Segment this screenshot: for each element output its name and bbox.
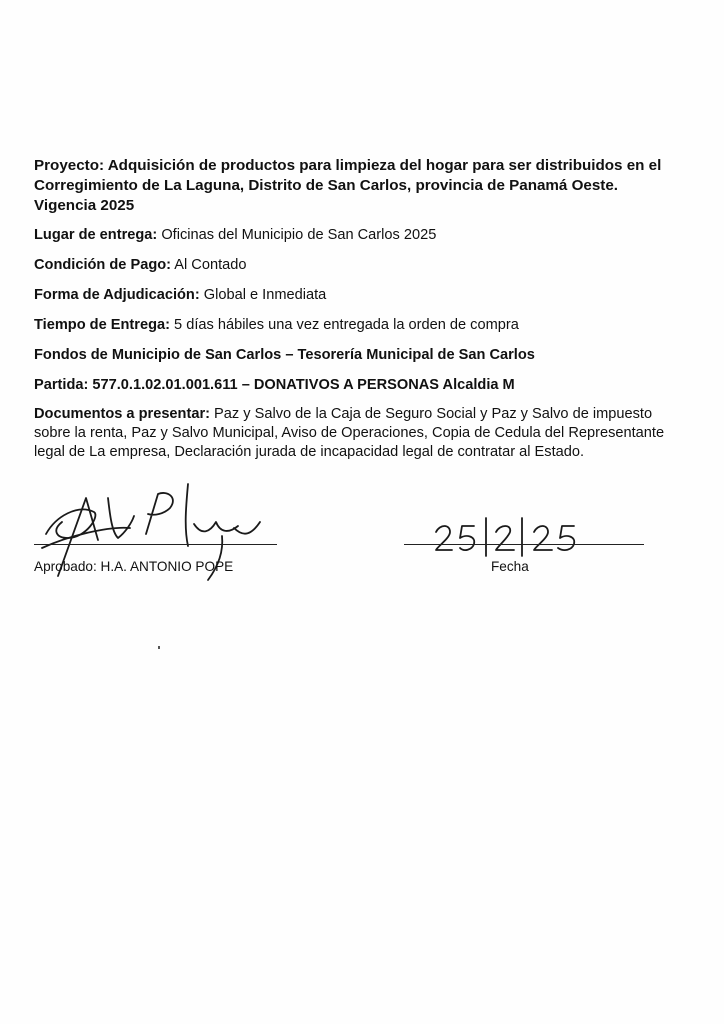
delivery-location-value: Oficinas del Municipio de San Carlos 2025	[161, 227, 437, 243]
award-form-label: Forma de Adjudicación:	[34, 287, 200, 303]
payment-condition-value: Al Contado	[174, 257, 247, 273]
payment-condition-label: Condición de Pago:	[34, 257, 172, 273]
delivery-location-label: Lugar de entrega:	[34, 227, 158, 243]
scan-speck	[158, 646, 160, 649]
required-documents	[34, 405, 684, 462]
signature-line	[34, 544, 277, 545]
delivery-location	[34, 225, 684, 245]
required-documents-value: Paz y Salvo de la Caja de Seguro Social y Paz y Salvo de impuesto sobre la renta, Paz y Salvo Municipal, Aviso de Operaciones, Copia de Cedula del Representante legal de La empresa, Declaración jurada de incapacidad legal de contratar al Estado.	[34, 406, 665, 460]
date-line	[404, 544, 644, 545]
date-caption: Fecha	[491, 559, 529, 574]
project-title: Proyecto: Adquisición de productos para limpieza del hogar para ser distribuidos en el Corregimiento de La Laguna, Distrito de San Carlos, provincia de Panamá Oeste. Vigencia 2025	[34, 157, 662, 214]
award-form-value: Global e Inmediata	[203, 287, 327, 303]
approved-by-caption: Aprobado: H.A. ANTONIO POPE	[34, 559, 234, 574]
payment-condition	[34, 255, 684, 275]
delivery-time-value: 5 días hábiles una vez entregada la orden de compra	[174, 317, 519, 333]
delivery-time-label: Tiempo de Entrega:	[34, 317, 170, 333]
award-form	[34, 285, 684, 305]
required-documents-label: Documentos a presentar:	[34, 406, 210, 422]
handwritten-date	[430, 514, 600, 558]
funds-source: Fondos de Municipio de San Carlos – Tesorería Municipal de San Carlos	[34, 347, 535, 363]
document-body	[34, 156, 684, 462]
budget-line: Partida: 577.0.1.02.01.001.611 – DONATIVOS A PERSONAS Alcaldia M	[34, 377, 515, 393]
delivery-time	[34, 315, 684, 335]
